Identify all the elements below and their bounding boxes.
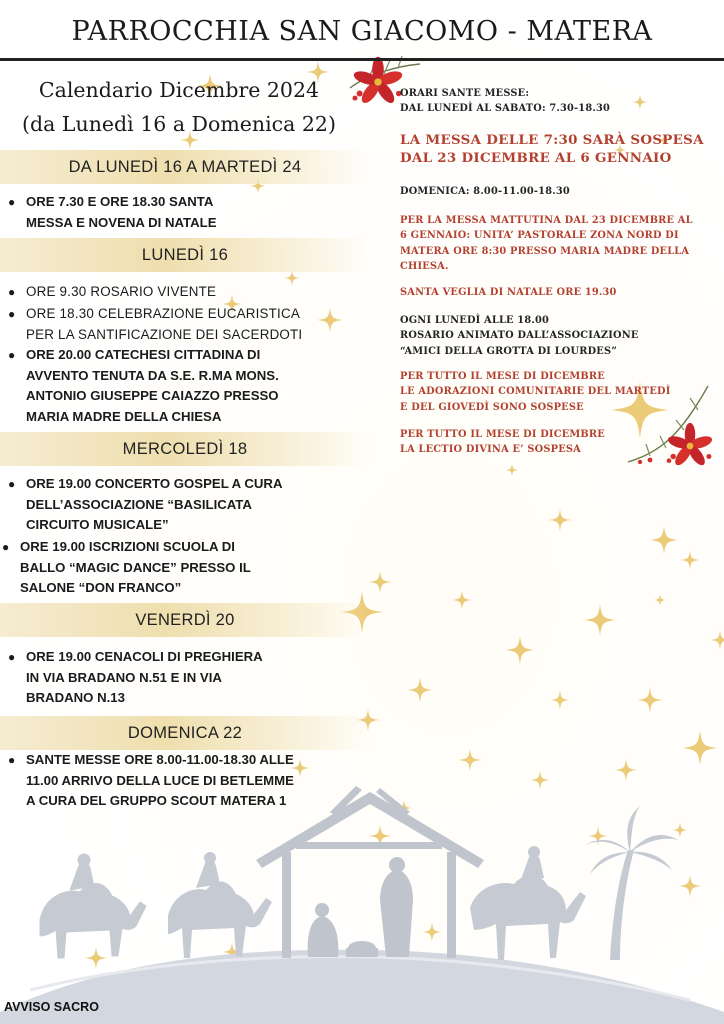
item-line: IN VIA BRADANO N.51 E IN VIA	[26, 669, 222, 685]
schedule-item	[8, 750, 348, 812]
item-line: ANTONIO GIUSEPPE CAIAZZO PRESSO	[26, 388, 279, 403]
gold-star-icon	[654, 594, 667, 607]
gold-star-icon	[550, 690, 569, 709]
gold-star-icon	[680, 550, 699, 569]
gold-star-icon	[679, 875, 701, 897]
nativity-hut-icon	[256, 786, 484, 958]
gold-star-icon	[422, 922, 441, 941]
bullet-icon: ●	[8, 348, 16, 362]
info-line: DAL 23 DICEMBRE AL 6 GENNAIO	[400, 150, 672, 166]
section-heading: DOMENICA 22	[0, 716, 370, 750]
gold-star-icon	[549, 509, 571, 531]
item-line: CIRCUITO MUSICALE”	[26, 517, 169, 532]
adoration-notice	[400, 369, 720, 415]
camel-icon	[168, 852, 272, 958]
item-line: ORE 20.00 CATECHESI CITTADINA DI	[26, 347, 261, 362]
info-line: PER LA MESSA MATTUTINA DAL 23 DICEMBRE AL	[400, 215, 693, 226]
schedule-item	[8, 647, 348, 709]
info-line: ROSARIO ANIMATO DALL’ASSOCIAZIONE	[400, 330, 639, 342]
section-heading: VENERDÌ 20	[0, 603, 370, 637]
camel-icon	[40, 854, 146, 958]
info-line: LE ADORAZIONI COMUNITARIE DEL MARTEDÌ	[400, 386, 671, 398]
camel-icon	[470, 846, 586, 960]
christmas-vigil	[400, 285, 720, 300]
item-line: ORE 7.30 E ORE 18.30 SANTA	[26, 194, 214, 209]
gold-star-icon	[369, 571, 391, 593]
gold-star-icon	[452, 590, 471, 609]
info-line: CHIESA.	[400, 261, 449, 273]
gold-star-icon	[506, 636, 535, 665]
item-line: A CURA DEL GRUPPO SCOUT MATERA 1	[26, 793, 287, 808]
section-heading: MERCOLEDÌ 18	[0, 432, 370, 466]
lectio-notice	[400, 427, 720, 458]
title-divider	[0, 58, 724, 61]
bullet-icon: ●	[2, 540, 10, 554]
item-line: ORE 19.00 CENACOLI DI PREGHIERA	[26, 649, 263, 664]
bullet-icon: ●	[8, 195, 16, 209]
item-line: ORE 18.30 CELEBRAZIONE EUCARISTICA	[26, 306, 300, 321]
item-line: MESSA E NOVENA DI NATALE	[26, 214, 217, 230]
bullet-icon: ●	[8, 650, 16, 664]
item-line: DELL’ASSOCIAZIONE “BASILICATA	[26, 496, 252, 512]
info-line: SANTA VEGLIA DI NATALE ORE 19.30	[400, 287, 617, 298]
item-line: AVVENTO TENUTA DA S.E. R.MA MONS.	[26, 367, 279, 383]
calendar-title: Calendario Dicembre 2024	[38, 78, 320, 102]
info-line: 6 GENNAIO: UNITA’ PASTORALE ZONA NORD DI	[400, 230, 679, 242]
schedule-item	[8, 345, 348, 427]
info-line: PER TUTTO IL MESE DI DICEMBRE	[400, 429, 605, 440]
bullet-icon: ●	[8, 307, 16, 321]
item-line: ORE 19.00 CONCERTO GOSPEL A CURA	[26, 476, 283, 491]
info-line: OGNI LUNEDÌ ALLE 18.00	[400, 315, 549, 326]
info-line: MATERA ORE 8:30 PRESSO MARIA MADRE DELLA	[400, 245, 690, 257]
info-line: LA MESSA DELLE 7:30 SARÀ SOSPESA	[400, 132, 704, 148]
schedule-item	[8, 282, 348, 303]
info-line: ORARI SANTE MESSE:	[400, 88, 530, 99]
schedule-item	[8, 304, 348, 345]
gold-star-icon	[459, 749, 481, 771]
ground-silhouette	[0, 950, 724, 1024]
info-line: “AMICI DELLA GROTTA DI LOURDES”	[400, 345, 618, 357]
item-line: SANTE MESSE ORE 8.00-11.00-18.30 ALLE	[26, 752, 294, 767]
gold-star-icon	[584, 604, 616, 636]
page-title: PARROCCHIA SAN GIACOMO - MATERA	[71, 16, 653, 47]
schedule-item	[2, 537, 342, 599]
item-line: MARIA MADRE DELLA CHIESA	[26, 408, 222, 424]
mass-times-block	[400, 86, 720, 117]
schedule-item	[8, 192, 348, 233]
gold-star-icon	[710, 630, 724, 649]
gold-star-icon	[530, 770, 549, 789]
section-heading: LUNEDÌ 16	[0, 238, 370, 272]
bullet-icon: ●	[8, 477, 16, 491]
bullet-icon: ●	[8, 285, 16, 299]
info-line: DOMENICA: 8.00-11.00-18.30	[400, 186, 570, 197]
gold-star-icon	[506, 464, 519, 477]
item-line: BALLO “MAGIC DANCE” PRESSO IL	[20, 559, 251, 575]
info-line: E DEL GIOVEDÌ SONO SOSPESE	[400, 401, 584, 413]
gold-star-icon	[682, 730, 717, 765]
morning-mass-notice	[400, 213, 720, 275]
item-line: SALONE “DON FRANCO”	[20, 580, 182, 595]
section-heading: DA LUNEDÌ 16 A MARTEDÌ 24	[0, 150, 370, 184]
info-line: DAL LUNEDÌ AL SABATO: 7.30-18.30	[400, 103, 610, 115]
bullet-icon: ●	[8, 753, 16, 767]
schedule-item	[8, 474, 348, 536]
info-line: LA LECTIO DIVINA E’ SOSPESA	[400, 444, 581, 456]
rosary-notice	[400, 313, 720, 359]
calendar-subtitle: (da Lunedì 16 a Domenica 22)	[22, 112, 336, 136]
gold-star-icon	[407, 677, 433, 703]
suspension-notice	[400, 131, 720, 167]
item-line: ORE 19.00 ISCRIZIONI SCUOLA DI	[20, 539, 235, 554]
item-line: ORE 9.30 ROSARIO VIVENTE	[26, 284, 217, 299]
gold-star-icon	[650, 526, 679, 555]
gold-star-icon	[615, 759, 637, 781]
item-line: 11.00 ARRIVO DELLA LUCE DI BETLEMME	[26, 772, 294, 788]
item-line: PER LA SANTIFICAZIONE DEI SACERDOTI	[26, 326, 303, 342]
info-line: PER TUTTO IL MESE DI DICEMBRE	[400, 371, 605, 382]
item-line: BRADANO N.13	[26, 690, 125, 705]
gold-star-icon	[637, 687, 663, 713]
footer-label: AVVISO SACRO	[4, 1000, 99, 1014]
gold-star-icon	[672, 822, 688, 838]
sunday-times	[400, 184, 720, 199]
gold-star-icon	[85, 947, 107, 969]
